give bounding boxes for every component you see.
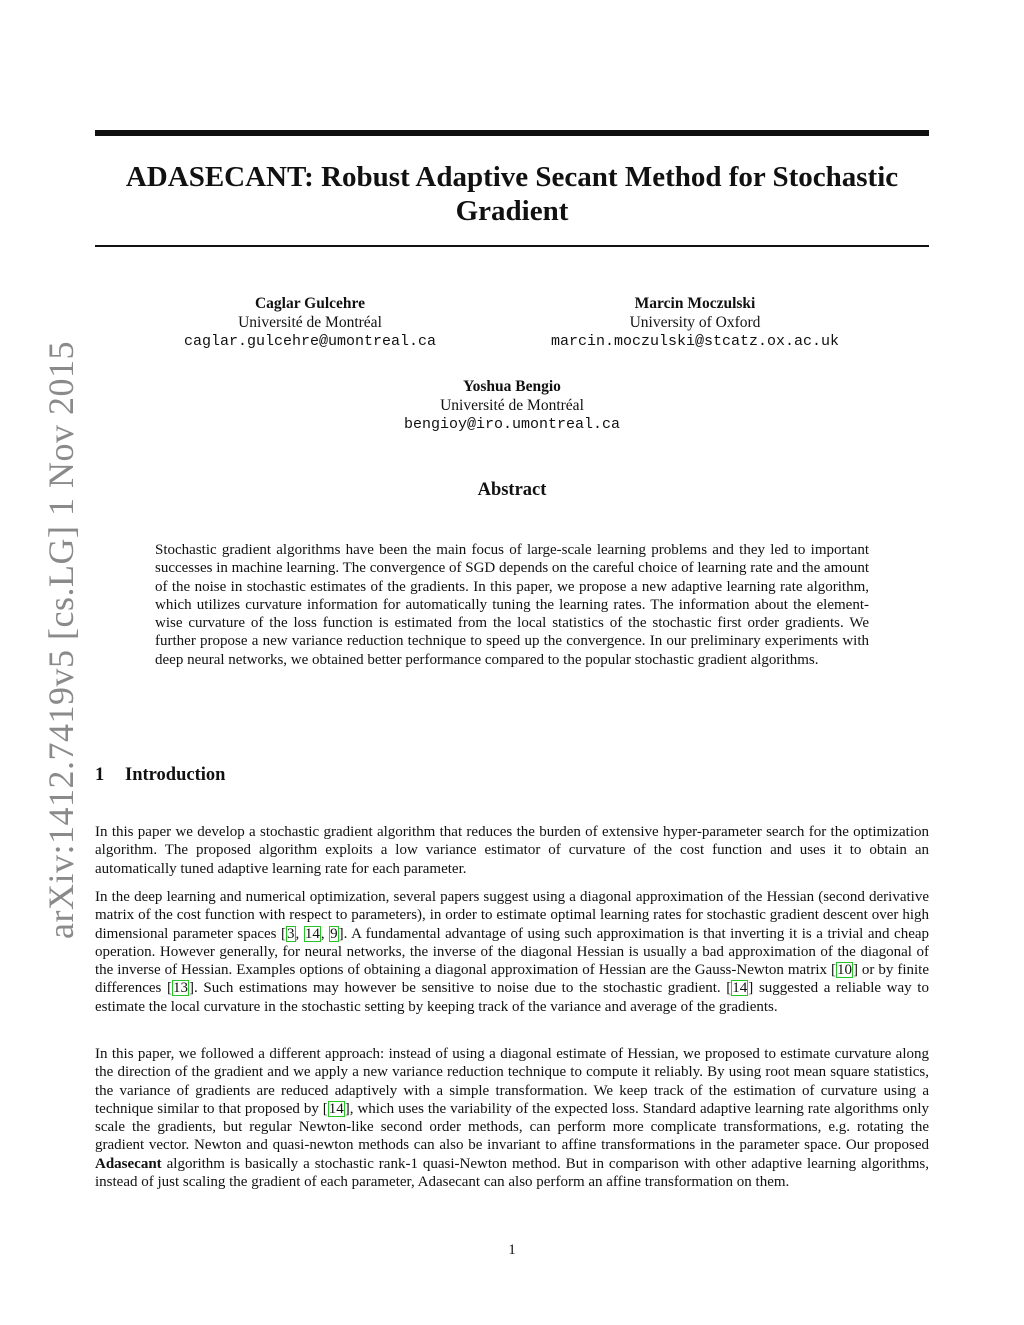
citation-link[interactable]: 14 [732,980,748,997]
author-block [150,294,470,351]
author-block [530,294,860,351]
abstract-text: Stochastic gradient algorithms have been the main focus of large-scale learning problems and they led to important successes in machine learning. The convergence of SGD depends on the careful choice of learning rate and the amount of the noise in stochastic estimates of the gradients. In this paper, we propose a new adaptive learning rate algorithm, which utilizes curvature information for automatically tuning the learning rates. The information about the element-wise curvature of the loss function is estimated from the local statistics of the stochastic first order gradients. We further propose a new variance reduction technique to speed up the convergence. In our preliminary experiments with deep neural networks, we obtained better performance compared to the popular stochastic gradient algorithms. [155,542,869,668]
text-run: , [295,925,304,942]
citation-link[interactable]: 14 [328,1100,344,1117]
citation-link[interactable]: 14 [304,925,320,942]
text-run: ] or by finite differences [ [95,962,929,997]
author-affiliation: University of Oxford [629,314,761,331]
intro-paragraph-2 [95,888,929,1016]
text-run: In the deep learning and numerical optimization, several papers suggest using a diagonal approximation of the Hessian (second derivative matrix of the cost function with respect to parameters), in order to estimate optimal learning rates for stochastic gradient descent over high dimensional parameter spaces [ [95,889,929,942]
text-run: ], which uses the variability of the expected loss. Standard adaptive learning rate algorithms only scale the gradients, but regular Newton-like second order methods, can perform more complicate transformations, e.g. rotating the gradient vector. Newton and quasi-newton methods can also be invariant to affine transformations in the parameter space. Our proposed [95,1100,929,1154]
method-name: Adasecant [95,1155,162,1172]
section-number: 1 [95,765,105,785]
section-title: Introduction [125,765,226,785]
intro-paragraph-3 [95,1045,929,1191]
arxiv-stamp: arXiv:1412.7419v5 [cs.LG] 1 Nov 2015 [41,341,81,939]
intro-paragraph-1: In this paper we develop a stochastic gradient algorithm that reduces the burden of extensive hyper-parameter search for the optimization algorithm. The proposed algorithm exploits a low variance estimator of curvature of the cost function and uses it to obtain an automatically tuned adaptive learning rate for each parameter. [95,824,929,877]
page-number: 1 [508,1242,516,1258]
author-affiliation: Université de Montréal [238,314,382,331]
author-email[interactable]: bengioy@iro.umontreal.ca [403,416,621,433]
abstract-heading: Abstract [477,480,547,500]
citation-link[interactable]: 9 [330,925,338,942]
citation-link[interactable]: 3 [287,925,295,942]
author-affiliation: Université de Montréal [440,397,584,414]
citation-link[interactable]: 13 [173,980,188,997]
author-block [362,377,662,434]
text-run: ]. A fundamental advantage of using such approximation is that inverting it is a trivial and cheap operation. However generally, for neural networks, the inverse of the diagonal Hessian is usually a bad approximation of the diagonal of the inverse of Hessian. Examples options of obtaining a diagonal approximation of Hessian are the Gauss-Newton matrix [ [95,925,930,979]
author-name: Caglar Gulcehre [254,295,366,312]
author-email[interactable]: caglar.gulcehre@umontreal.ca [183,333,437,350]
author-email[interactable]: marcin.moczulski@stcatz.ox.ac.uk [550,333,840,350]
title-top-rule [95,130,929,136]
text-run: In this paper, we followed a different approach: instead of using a diagonal estimate of Hessian, we proposed to estimate curvature along the direction of the gradient and we apply a new variance reduction technique to compute it reliably. By using root mean square statistics, the variance of gradients are reduced adaptively with a simple transformation. We keep track of the estimation of curvature using a technique similar to that proposed by [ [95,1046,929,1117]
text-run: ]. Such estimations may however be sensitive to noise due to the stochastic gradient. [ [189,980,732,997]
title-bottom-rule [95,245,929,247]
citation-link[interactable]: 10 [836,962,852,979]
text-run: , [320,925,330,942]
paper-title: ADASECANT: Robust Adaptive Secant Method for Stochastic Gradient [125,161,899,227]
text-run: algorithm is basically a stochastic rank-1 quasi-Newton method. But in comparison with other adaptive learning algorithms, instead of just scaling the gradient of each parameter, Adasecant can also perform an affine transformation on them. [95,1155,929,1191]
text-run: ] suggested a reliable way to estimate the local curvature in the stochastic setting by keeping track of the variance and average of the gradients. [95,980,929,1015]
author-name: Marcin Moczulski [634,295,756,312]
section-heading [95,765,225,786]
author-name: Yoshua Bengio [463,378,561,395]
